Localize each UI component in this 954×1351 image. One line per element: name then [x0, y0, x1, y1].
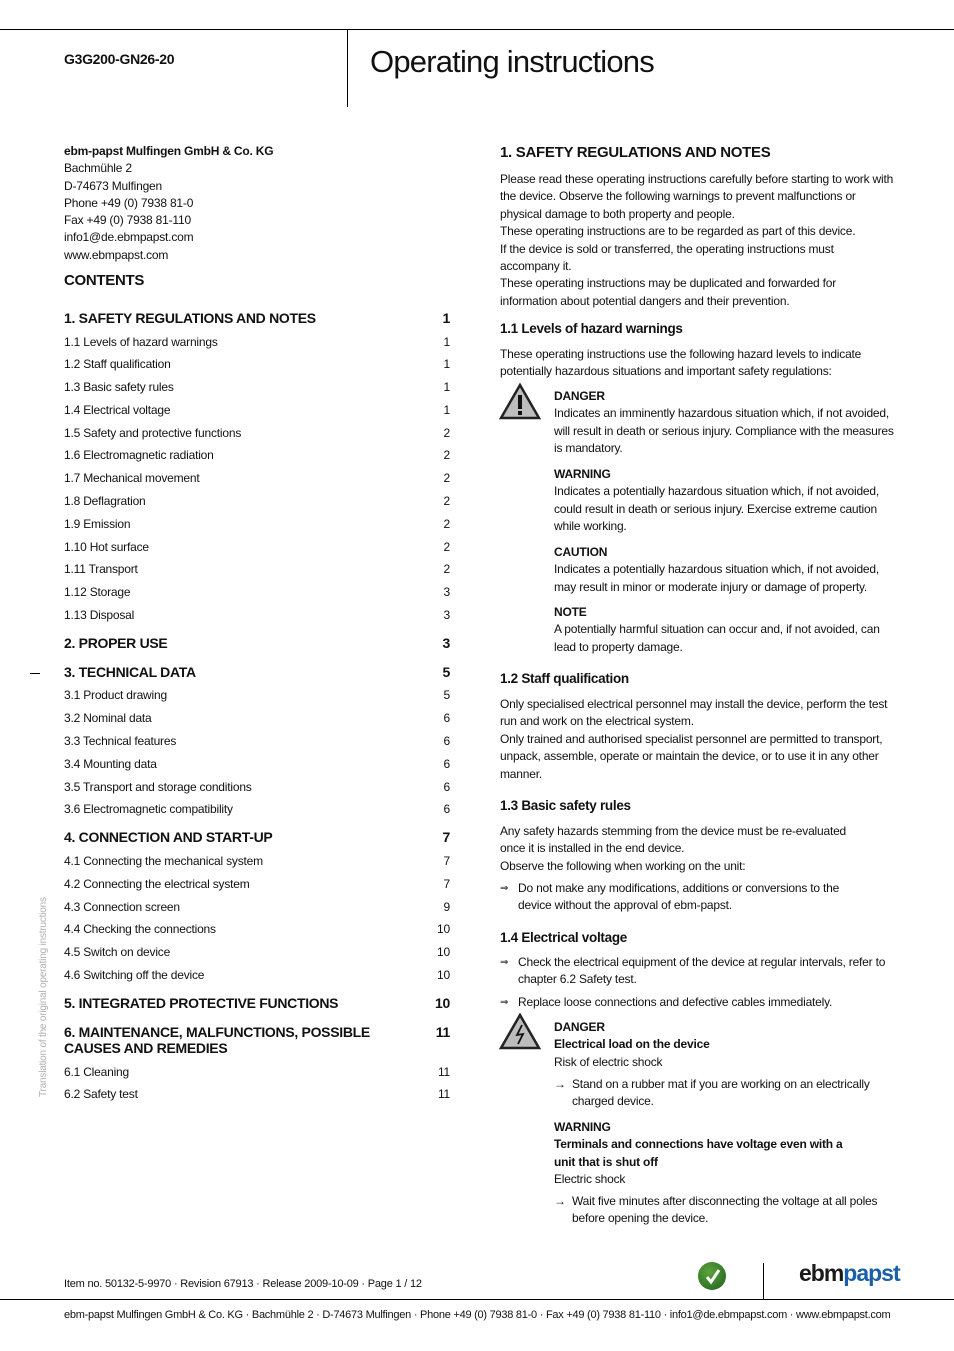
- address-web[interactable]: www.ebmpapst.com: [64, 247, 169, 262]
- toc-item[interactable]: 3.1 Product drawing 5: [64, 688, 450, 702]
- paragraph: Observe the following when working on the unit:: [500, 858, 746, 873]
- toc-item[interactable]: 1.9 Emission 2: [64, 517, 450, 531]
- toc-item[interactable]: 6. MAINTENANCE, MALFUNCTIONS, POSSIBLE CAUSES AND REMEDIES 11: [64, 1024, 450, 1056]
- paragraph: Only specialised electrical personnel may install the device, perform the test run and work on the electrical system.: [500, 697, 888, 729]
- warning-triangle-icon: [499, 383, 541, 423]
- toc-item[interactable]: 4.2 Connecting the electrical system 7: [64, 877, 450, 891]
- arrow-right-icon: →: [554, 1077, 566, 1091]
- model-number: G3G200-GN26-20: [64, 51, 175, 67]
- hazard-level-note: NOTE A potentially harmful situation can occur and, if not avoided, can lead to property damage.: [554, 605, 880, 654]
- paragraph: These operating instructions use the following hazard levels to indicate potentially hazardous situations and important safety regulations:: [500, 347, 862, 379]
- toc-item[interactable]: 4. CONNECTION AND START-UP 7: [64, 829, 450, 845]
- toc-item[interactable]: 1.6 Electromagnetic radiation 2: [64, 448, 450, 462]
- toc-item[interactable]: 1.5 Safety and protective functions 2: [64, 426, 450, 440]
- hazard-level-caution: CAUTION Indicates a potentially hazardous situation which, if not avoided, may result in minor or moderate injury or damage of property.: [554, 545, 880, 594]
- translation-note: Translation of the original operating instructions: [38, 897, 49, 1097]
- toc-item[interactable]: 1.11 Transport 2: [64, 562, 450, 576]
- hazard-level-danger: DANGER Indicates an imminently hazardous situation which, if not avoided, will result in death or serious injury. Compliance with the measures is mandatory.: [554, 389, 894, 456]
- bullet-item: ⇒ Replace loose connections and defective cables immediately.: [500, 994, 895, 1011]
- toc-item[interactable]: 1.12 Storage 3: [64, 585, 450, 599]
- arrow-bullet-icon: ⇒: [500, 997, 509, 1008]
- paragraph: If the device is sold or transferred, the operating instructions must accompany it.: [500, 241, 834, 274]
- footer-address: ebm-papst Mulfingen GmbH & Co. KG · Bachmühle 2 · D-74673 Mulfingen · Phone +49 (0) 7938 81-0 · Fax +49 (0) 7938 81-110 · info1@de.ebmpapst.com · www.ebmpapst.com: [64, 1309, 891, 1321]
- footer-divider: [763, 1263, 764, 1299]
- toc-item[interactable]: 1.7 Mechanical movement 2: [64, 471, 450, 485]
- toc-item[interactable]: 4.4 Checking the connections 10: [64, 922, 450, 936]
- toc-item[interactable]: 4.3 Connection screen 9: [64, 900, 450, 914]
- page-title: Operating instructions: [370, 44, 654, 79]
- paragraph: Only trained and authorised specialist personnel are permitted to transport, unpack, assemble, operate or maintain the device, or to use it in any other manner.: [500, 731, 883, 781]
- section-1-1-heading: 1.1 Levels of hazard warnings: [500, 321, 683, 336]
- section-1-body: [500, 171, 895, 310]
- toc-item[interactable]: 4.6 Switching off the device 10: [64, 968, 450, 982]
- address-street: Bachmühle 2: [64, 161, 132, 176]
- toc-item[interactable]: 4.1 Connecting the mechanical system 7: [64, 854, 450, 868]
- arrow-right-icon: →: [554, 1194, 566, 1208]
- address-city: D-74673 Mulfingen: [64, 178, 162, 193]
- toc-item[interactable]: 6.1 Cleaning 11: [64, 1065, 450, 1079]
- company-name: ebm-papst Mulfingen GmbH & Co. KG: [64, 144, 274, 158]
- paragraph: Any safety hazards stemming from the device must be re-evaluated once it is installed in the end device.: [500, 824, 847, 856]
- ebmpapst-logo: ebmpapst: [799, 1260, 900, 1286]
- greentech-badge-icon: [698, 1262, 726, 1290]
- hazard-level-warning: WARNING Indicates a potentially hazardous situation which, if not avoided, could result in death or serious injury. Exercise extreme caution while working.: [554, 467, 880, 534]
- arrow-bullet-icon: ⇒: [500, 957, 509, 968]
- section-1-2-body: [500, 696, 895, 783]
- toc-item[interactable]: 1. SAFETY REGULATIONS AND NOTES 1: [64, 310, 450, 326]
- section-1-heading: 1. SAFETY REGULATIONS AND NOTES: [500, 144, 771, 161]
- toc-item[interactable]: 1.3 Basic safety rules 1: [64, 380, 450, 394]
- toc-item[interactable]: 1.2 Staff qualification 1: [64, 357, 450, 371]
- footer-rule: [0, 1299, 954, 1300]
- toc-item[interactable]: 3.4 Mounting data 6: [64, 757, 450, 771]
- company-address: [64, 143, 273, 264]
- address-phone: Phone +49 (0) 7938 81-0: [64, 195, 194, 210]
- paragraph: Please read these operating instructions carefully before starting to work with the device. Observe the following warnings to prevent malfunctions or physical damage to both property and people.: [500, 172, 894, 221]
- toc-item[interactable]: 1.1 Levels of hazard warnings 1: [64, 335, 450, 349]
- action-item: → Stand on a rubber mat if you are working on an electrically charged device.: [554, 1077, 870, 1109]
- toc-item[interactable]: 1.13 Disposal 3: [64, 608, 450, 622]
- electrical-warning-notice: WARNING Terminals and connections have voltage even with a unit that is shut off Electric shock: [554, 1120, 843, 1187]
- electrical-hazard-icon: [499, 1013, 541, 1053]
- toc-item[interactable]: 1.4 Electrical voltage 1: [64, 403, 450, 417]
- toc-item[interactable]: 3. TECHNICAL DATA 5: [64, 664, 450, 680]
- contents-heading: CONTENTS: [64, 272, 145, 289]
- header-divider: [347, 29, 348, 107]
- toc-item[interactable]: 2. PROPER USE 3: [64, 635, 450, 651]
- section-1-3-body: [500, 823, 860, 875]
- toc-item[interactable]: 4.5 Switch on device 10: [64, 945, 450, 959]
- toc-item[interactable]: 1.10 Hot surface 2: [64, 540, 450, 554]
- header-rule-top: [0, 29, 954, 30]
- toc-item[interactable]: 3.6 Electromagnetic compatibility 6: [64, 802, 450, 816]
- section-1-4-heading: 1.4 Electrical voltage: [500, 930, 627, 945]
- toc-item[interactable]: 5. INTEGRATED PROTECTIVE FUNCTIONS 10: [64, 995, 450, 1011]
- electrical-danger-notice: DANGER Electrical load on the device Risk of electric shock: [554, 1020, 710, 1069]
- document-info: Item no. 50132-5-9970 · Revision 67913 · Release 2009-10-09 · Page 1 / 12: [64, 1278, 422, 1290]
- address-fax: Fax +49 (0) 7938 81-110: [64, 213, 191, 228]
- toc-item[interactable]: 1.8 Deflagration 2: [64, 494, 450, 508]
- toc-item[interactable]: 6.2 Safety test 11: [64, 1087, 450, 1101]
- section-1-2-heading: 1.2 Staff qualification: [500, 671, 629, 686]
- address-email[interactable]: info1@de.ebmpapst.com: [64, 230, 194, 245]
- bullet-item: ⇒ Do not make any modifications, additions or conversions to the device without the approval of ebm-papst.: [500, 881, 840, 913]
- fold-mark: [30, 673, 40, 674]
- arrow-bullet-icon: ⇒: [500, 883, 509, 894]
- toc-item[interactable]: 3.5 Transport and storage conditions 6: [64, 780, 450, 794]
- paragraph: These operating instructions are to be regarded as part of this device.: [500, 224, 856, 239]
- paragraph: These operating instructions may be duplicated and forwarded for information about potential dangers and their prevention.: [500, 276, 837, 308]
- section-1-3-heading: 1.3 Basic safety rules: [500, 798, 631, 813]
- action-item: → Wait five minutes after disconnecting the voltage at all poles before opening the device.: [554, 1194, 878, 1226]
- toc-item[interactable]: 3.2 Nominal data 6: [64, 711, 450, 725]
- bullet-item: ⇒ Check the electrical equipment of the device at regular intervals, refer to chapter 6.2 Safety test.: [500, 955, 886, 987]
- toc-item[interactable]: 3.3 Technical features 6: [64, 734, 450, 748]
